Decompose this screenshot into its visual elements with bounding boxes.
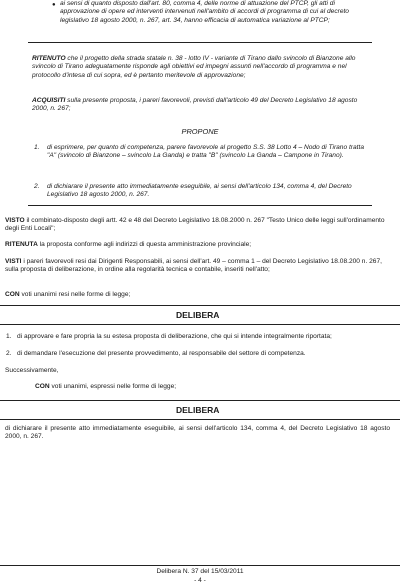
acquisiti-label: ACQUISITI (32, 97, 66, 104)
proposal-1-number: 1. (34, 144, 40, 151)
visto-text: il combinato-disposto degli artt. 42 e 48 del Decreto Legislativo 18.08.2000 n. 267 "Testo Unico delle leggi sull'ordinamento degli Enti Locali"; (5, 217, 385, 233)
delibera-heading-2: DELIBERA (176, 405, 220, 415)
ritenuto-paragraph (32, 55, 364, 80)
delibera-box-2 (0, 400, 400, 420)
visti-label: VISTI (5, 258, 22, 265)
acquisiti-paragraph (32, 97, 364, 114)
footer-rule (0, 565, 400, 566)
acquisiti-text: sulla presente proposta, i pareri favorevoli, previsti dall'articolo 49 del Decreto Legislativo 18 agosto 2000, n. 267; (32, 97, 358, 113)
proposal-2-number: 2. (34, 183, 40, 190)
footer-line1: Delibera N. 37 del 15/03/2011 (156, 568, 244, 575)
visto-label: VISTO (5, 217, 25, 224)
delibera-heading-1: DELIBERA (176, 310, 220, 320)
decision-2-text: di demandare l'esecuzione del presente provvedimento, al responsabile del settore di competenza. (17, 350, 306, 357)
mid-rule (28, 205, 372, 206)
decision-1-number: 1. (6, 333, 12, 340)
decision-1-text: di approvare e fare propria la su estesa proposta di deliberazione, che qui si intende integralmente riportata; (17, 333, 332, 340)
final-paragraph: di dichiarare il presente atto immediatamente eseguibile, ai sensi dell'articolo 134, comma 4, del Decreto Legislativo 18 agosto 2000, n. 267. (5, 425, 390, 441)
ritenuto-text: che il progetto della strada statale n. 38 - lotto IV - variante di Tirano dallo svincolo di Bianzone allo svincolo di Tirano adeguatamente risponde agli obiettivi ed impegni assunti nell'accordo di programma e nel protocollo d'intesa di cui sopra, ed è pertanto meritevole di approvazione; (32, 55, 356, 79)
con-text: voti unanimi resi nelle forme di legge; (19, 291, 131, 298)
visti-paragraph (5, 258, 385, 275)
footer-page-number: - 4 - (194, 577, 206, 584)
con2-label: CON (35, 383, 50, 390)
decision-2-number: 2. (6, 350, 12, 357)
ritenuto-label: RITENUTO (32, 55, 66, 62)
visto-paragraph (5, 217, 385, 234)
proposal-2-text: di dichiarare il presente atto immediatamente eseguibile, ai sensi dell'articolo 134, comma 4, del Decreto Legislativo 18 agosto 2000, n. 267. (47, 183, 352, 199)
successivamente-text: Successivamente, (5, 367, 59, 374)
con2-text: voti unanimi, espressi nelle forme di legge; (49, 383, 177, 390)
con-label: CON (5, 291, 20, 298)
ritenuta-label: RITENUTA (5, 241, 38, 248)
ritenuta-paragraph (5, 241, 385, 249)
bullet-paragraph: ai sensi di quanto disposto dall'art. 80, comma 4, delle norme di attuazione del PTCP, gli atti di approvazione di opere ed interventi intervenuti nell'ambito di accordi di programma di cui al decreto legislativo 18 agosto 2000, n. 267, art. 34, hanno efficacia di automatica variazione al PTCP; (60, 0, 349, 24)
bullet-glyph: ● (52, 2, 56, 8)
con2-paragraph (35, 383, 385, 391)
proposal-1-text: di esprimere, per quanto di competenza, parere favorevole al progetto S.S. 38 Lotto 4 – Nodo di Tirano tratta "A" (svincolo di Bianzone – svincolo La Ganda) e tratta "B" (svincolo La Ganda – Campone in Tirano). (47, 144, 364, 160)
top-rule (28, 42, 372, 43)
ritenuta-text: la proposta conforme agli indirizzi di questa amministrazione provinciale; (37, 241, 252, 248)
visti-text: i pareri favorevoli resi dai Dirigenti Responsabili, ai sensi dell'art. 49 – comma 1 – del Decreto Legislativo 18.08.200 n. 267, sulla proposta di deliberazione, in ordine alla regolarità tecnica e contabile, inseriti nell'atto; (5, 258, 382, 274)
propone-heading: PROPONE (181, 127, 219, 136)
delibera-box-1 (0, 305, 400, 325)
con-paragraph (5, 291, 385, 299)
